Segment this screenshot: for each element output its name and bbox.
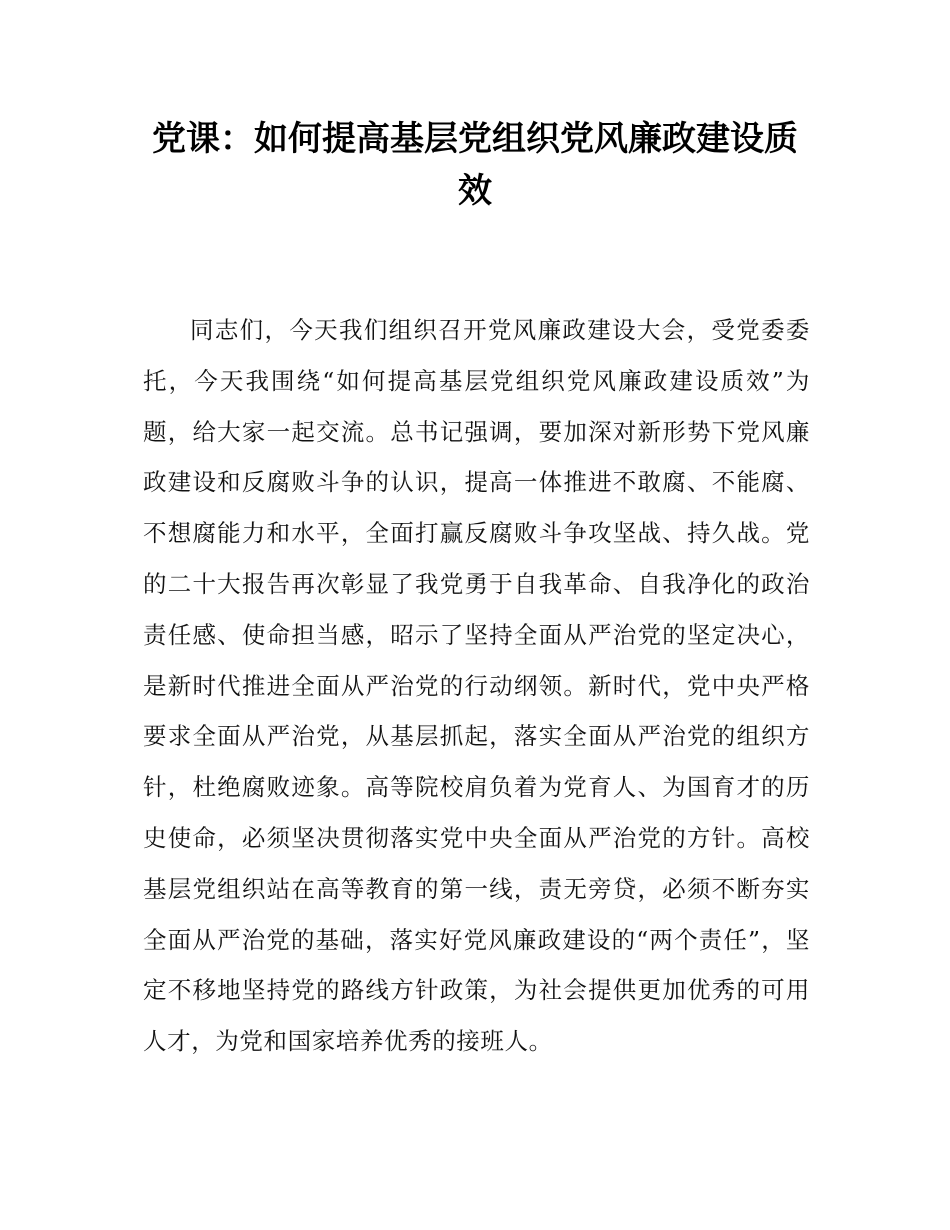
page-title: 党课：如何提高基层党组织党风廉政建设质效 — [152, 119, 798, 211]
body-paragraph: 同志们，今天我们组织召开党风廉政建设大会，受党委委托，今天我围绕“如何提高基层党组织党风廉政建设质效”为题，给大家一起交流。总书记强调，要加深对新形势下党风廉政建设和反腐败斗争的认识，提高一体推进不敢腐、不能腐、不想腐能力和水平，全面打赢反腐败斗争攻坚战、持久战。党的二十大报告再次彰显了我党勇于自我革命、自我净化的政治责任感、使命担当感，昭示了坚持全面从严治党的坚定决心，是新时代推进全面从严治党的行动纲领。新时代，党中央严格要求全面从严治党，从基层抓起，落实全面从严治党的组织方针，杜绝腐败迹象。高等院校肩负着为党育人、为国育才的历史使命，必须坚决贯彻落实党中央全面从严治党的方针。高校基层党组织站在高等教育的第一线，责无旁贷，必须不断夯实全面从严治党的基础，落实好党风廉政建设的“两个责任”，坚定不移地坚持党的路线方针政策，为社会提供更加优秀的可用人才，为党和国家培养优秀的接班人。 — [143, 316, 810, 1056]
